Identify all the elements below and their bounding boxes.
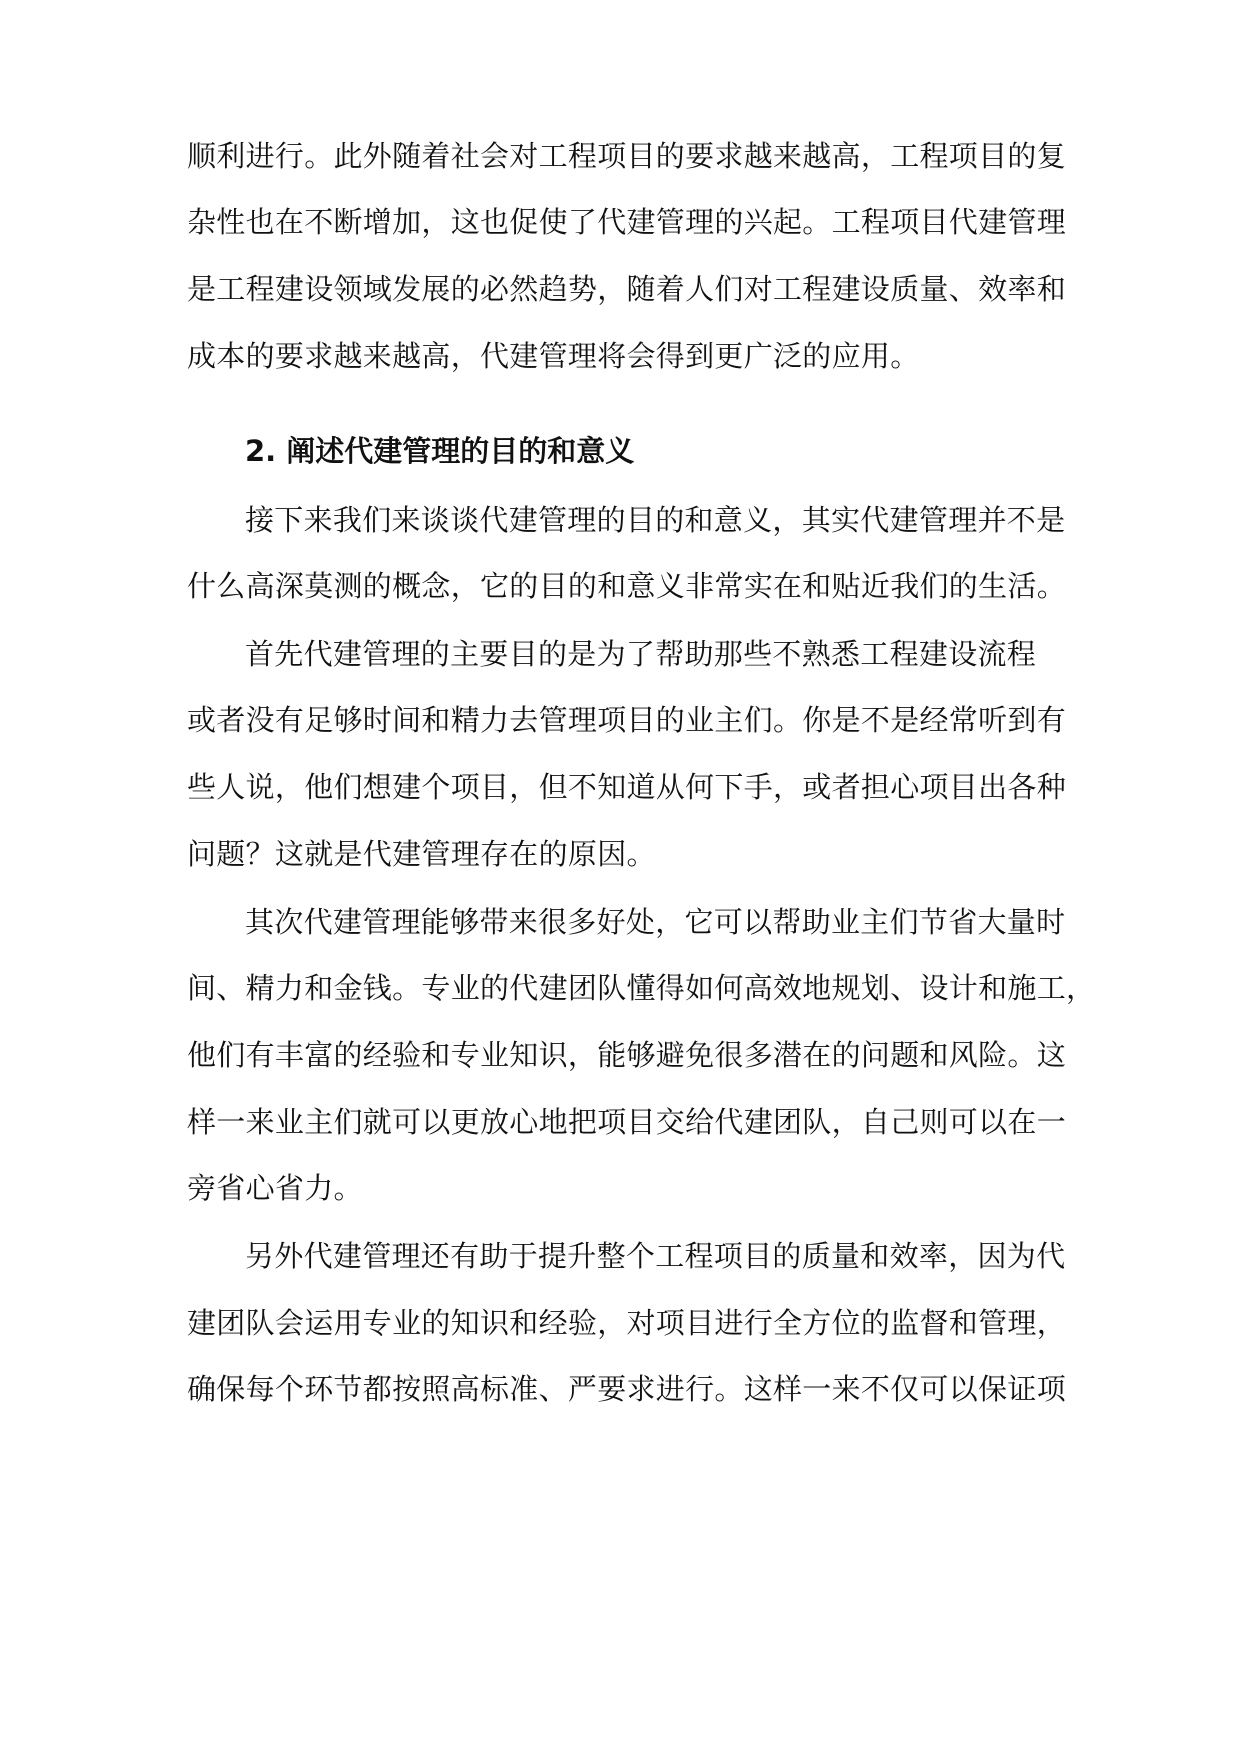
text-line: 顺利进行。此外随着社会对工程项目的要求越来越高，工程项目的复 [187,139,1067,173]
text-line: 杂性也在不断增加，这也促使了代建管理的兴起。工程项目代建管理 [187,205,1067,239]
text-line: 问题？这就是代建管理存在的原因。 [187,837,656,871]
text-line: 其次代建管理能够带来很多好处，它可以帮助业主们节省大量时 [245,905,1066,939]
text-line: 什么高深莫测的概念，它的目的和意义非常实在和贴近我们的生活。 [187,569,1067,603]
section-heading: 2. 阐述代建管理的目的和意义 [245,434,635,468]
text-line: 间、精力和金钱。专业的代建团队懂得如何高效地规划、设计和施工， [187,971,1096,1005]
text-line: 建团队会运用专业的知识和经验，对项目进行全方位的监督和管理， [187,1306,1067,1340]
text-line: 样一来业主们就可以更放心地把项目交给代建团队，自己则可以在一 [187,1105,1067,1139]
text-line: 旁省心省力。 [187,1171,363,1205]
text-line: 首先代建管理的主要目的是为了帮助那些不熟悉工程建设流程 [245,637,1037,671]
text-line: 接下来我们来谈谈代建管理的目的和意义，其实代建管理并不是 [245,503,1066,537]
text-line: 是工程建设领域发展的必然趋势，随着人们对工程建设质量、效率和 [187,272,1067,306]
text-line: 成本的要求越来越高，代建管理将会得到更广泛的应用。 [187,339,920,373]
text-line: 确保每个环节都按照高标准、严要求进行。这样一来不仅可以保证项 [187,1372,1067,1406]
text-line: 或者没有足够时间和精力去管理项目的业主们。你是不是经常听到有 [187,703,1067,737]
text-line: 另外代建管理还有助于提升整个工程项目的质量和效率，因为代 [245,1239,1066,1273]
text-line: 他们有丰富的经验和专业知识，能够避免很多潜在的问题和风险。这 [187,1038,1067,1072]
text-line: 些人说，他们想建个项目，但不知道从何下手，或者担心项目出各种 [187,770,1067,804]
